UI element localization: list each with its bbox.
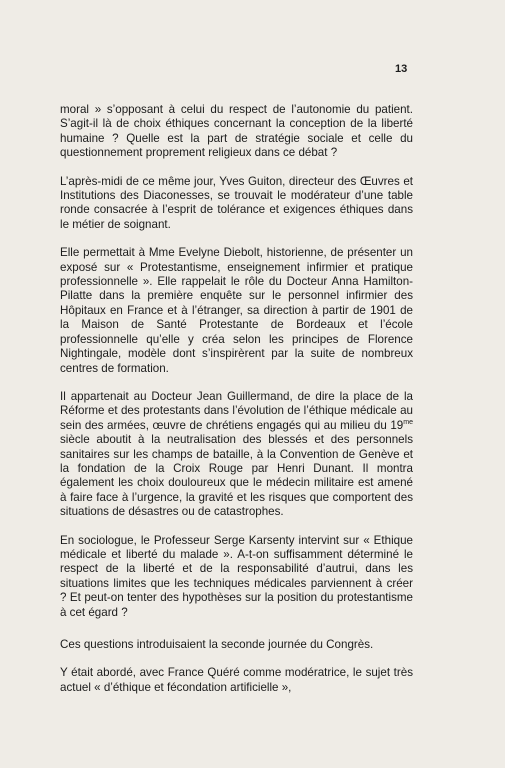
paragraph-4-start: Il appartenait au Docteur Jean Guillermand, de dire la place de la Réforme et des protestants dans l’évolution de l’éthique médicale au sein des armées, œuvre de chrétiens engagés qui au milieu du 19 xyxy=(60,389,413,432)
paragraph-1: moral » s’opposant à celui du respect de l’autonomie du patient. S’agit-il là de choix éthiques concernant la conception de la liberté humaine ? Quelle est la part de stratégie sociale et celle du questionnement proprement religieux dans ce débat ? xyxy=(60,103,413,160)
paragraph-5: En sociologue, le Professeur Serge Karsenty intervint sur « Ethique médicale et liberté du malade ». A-t-on suffisamment déterminé le respect de la liberté et de la responsabilité d’autrui, dans les situations limites que les techniques médicales parviennent à créer ? Et peut-on tenter des hypothèses sur la position du protestantisme à cet égard ? xyxy=(60,533,413,619)
paragraph-4 xyxy=(60,390,413,520)
paragraph-2: L’après-midi de ce même jour, Yves Guiton, directeur des Œuvres et Institutions des Diaconesses, se trouvait le modérateur d’une table ronde consacrée à l’esprit de tolérance et exigences éthiques dans le métier de soignant. xyxy=(60,174,413,231)
paragraph-7: Y était abordé, avec France Quéré comme modératrice, le sujet très actuel « d’éthique et fécondation artificielle », xyxy=(60,666,413,694)
page-number: 13 xyxy=(395,63,408,75)
paragraph-3: Elle permettait à Mme Evelyne Diebolt, historienne, de présenter un exposé sur « Protestantisme, enseignement infirmier et pratique professionnelle ». Elle rappelait le rôle du Docteur Anna Hamilton-Pilatte dans la première enquête sur le personnel infirmier des Hôpitaux en France et à l’étranger, sa direction à partir de 1901 de la Maison de Santé Protestante de Bordeaux et l’école professionnelle qu’elle y créa selon les principes de Florence Nightingale, modèle dont s’inspirèrent par la suite de nombreux centres de formation. xyxy=(60,246,413,375)
paragraph-4-end: siècle aboutit à la neutralisation des blessés et des personnels sanitaires sur les champs de bataille, à la Convention de Genève et la fondation de la Croix Rouge par Henri Dunant. Il montra également les choix douloureux que le médecin militaire est amené à faire face à l’urgence, la gravité et les risques que comportent des situations de désastres ou de catastrophes. xyxy=(60,433,413,519)
body-text xyxy=(60,103,413,709)
superscript-me: me xyxy=(403,418,413,426)
paragraph-6: Ces questions introduisaient la seconde journée du Congrès. xyxy=(60,638,374,651)
